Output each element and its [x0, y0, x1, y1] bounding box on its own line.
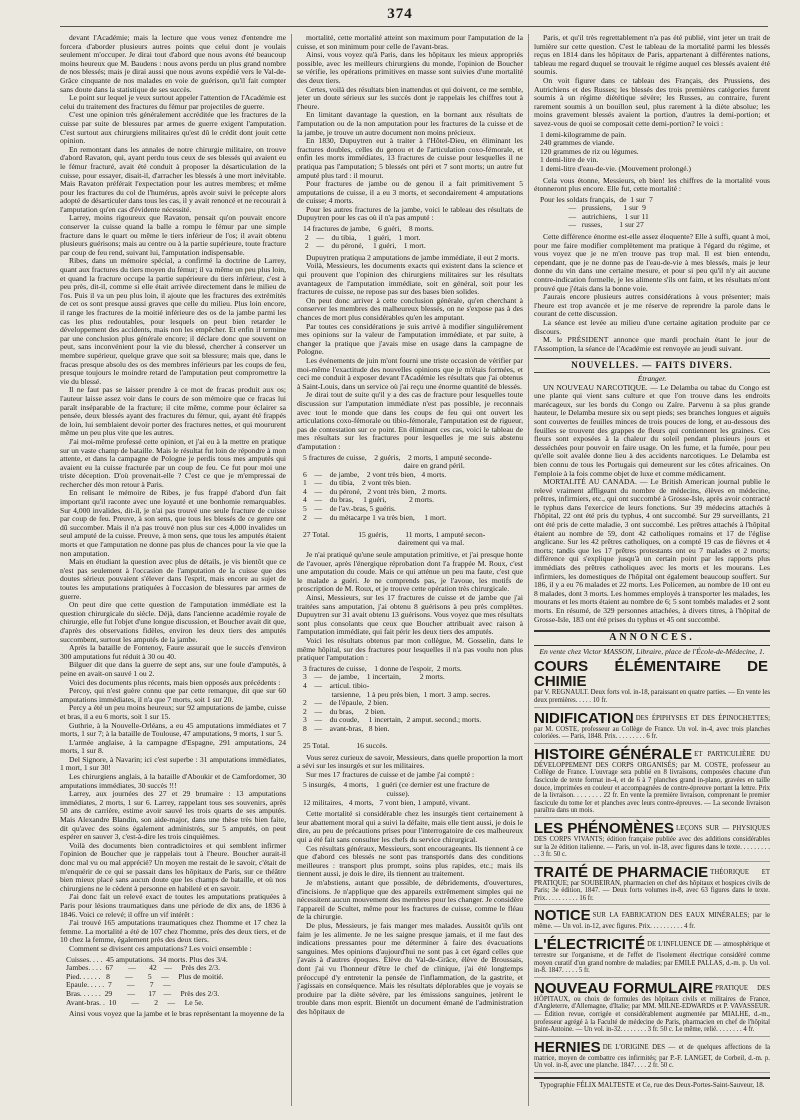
- table-row: Pour les soldats français, de 1 sur 7: [540, 194, 653, 204]
- column-3-body: [534, 34, 770, 129]
- paragraph: On peut donc arriver à cette conclusion générale, qu'en cherchant à conserver les membres des malheureux blessés, on ne s'expose pas à des chances de mort plus considérables qu'en les amputant.: [297, 295, 523, 322]
- column-3-body: [534, 233, 770, 353]
- paragraph: Pour fractures de jambe ou de genou il a fait primitivement 5 amputations de cuisse, il a eu 3 morts, et secondairement 4 amputations de cuisse; 4 morts.: [297, 179, 523, 206]
- column-1: [60, 34, 286, 1106]
- list-item: 1 demi-litre d'eau-de-vie. (Mouvement prolongé.): [540, 163, 692, 173]
- paragraph: Sur mes 17 fractures de cuisse et de jambe j'ai compté :: [306, 769, 475, 779]
- paragraph: Ces résultats généraux, Messieurs, sont encourageants. Ils tiennent à ce que d'abord ces blessés ne sont pas transportés dans des conditions meilleures : transport plus prompt, soins plus rapides, etc.; mais ils tiennent aussi, je dois le dire, ils tiennent au traitement.: [297, 843, 523, 879]
- advertisement-text: LEÇONS SUR — PHYSIQUES DES CORPS VIVANTS; édition française publiée avec des additions considérables sur la 2e édition italienne. — Paris, un vol. in-18, avec figures dans le texte. . . . . . . . . . . 3 fr. 50 c.: [534, 824, 770, 859]
- insurgents-military-table: [303, 781, 523, 807]
- advertisements: [534, 659, 770, 1073]
- advertisement: [534, 821, 770, 862]
- section-title: NOUVELLES. — FAITS DIVERS.: [534, 358, 770, 373]
- advertisement: [534, 711, 770, 744]
- column-divider: [528, 34, 529, 1106]
- paragraph: Percoy, qui n'est guère connu que par cette remarque, dit que sur 60 amputations immédiates, il n'a que 7 morts, soit 1 sur 20.: [60, 686, 286, 704]
- table-row: 5 fractures de cuisse, 2 guéris, 2 morts, 1 amputé seconde-: [303, 452, 492, 462]
- advertisement: [534, 908, 770, 934]
- advertisement: [534, 747, 770, 818]
- news-items: [534, 384, 770, 625]
- advertisement-title: NOTICE: [534, 907, 591, 925]
- paragraph: Mais en étudiant la question avec plus de détails, je vis bientôt que ce n'est pas seulement à l'occasion de l'amputation de la cuisse que des doutes sérieux pouvaient s'élever dans l'esprit, mais encore au sujet de toutes les amputations pratiquées à l'occasion de blessures par armes de guerre.: [60, 557, 286, 601]
- column-2-body: [297, 34, 523, 223]
- paragraph: Dupuytren pratiqua 2 amputations de jambe immédiate, il eut 2 morts.: [306, 252, 520, 262]
- top-rule: [60, 26, 768, 27]
- paragraph: Voilà, Messieurs, les documents exacts qui existent dans la science et qui prouvent que l'opinion des chirurgiens militaires sur les résultats avantageux de l'amputation immédiate, soit en général, soit pour les fractures de cuisse, ne repose pas sur des bases bien solides.: [297, 261, 523, 297]
- paragraph: Comment se divisent ces amputations? Les voici ensemble :: [69, 943, 252, 953]
- table-row: — prussiens, 1 sur 9: [540, 203, 646, 213]
- advertisement-title: L'ÉLECTRICITÉ: [534, 936, 646, 954]
- paragraph: mortalité, cette mortalité atteint son maximum pour l'amputation de la cuisse, et son minimum pour celle de l'avant-bras.: [297, 34, 523, 51]
- paragraph: En relisant le mémoire de Ribes, je fus frappé d'abord d'un fait important qu'il raconte avec une loyauté et une bonhomie remarquables. Sur 4,000 invalides, dit-il, je n'ai pas trouvé une seule fracture de cuisse par coup de feu. Preuve, à son sens, que tous les blessés de ce genre ont dû succomber. Mais il n'a pas trouvé non plus sur ces 4,000 invalides un seul amputé de la cuisse. Preuve, à mon sens, que tous les amputés étaient morts et que l'amputation ne donne pas plus de chances pour la vie que la non amputation.: [60, 488, 286, 558]
- advertisement-title: HERNIES: [534, 1038, 601, 1056]
- advertisement-text: SUR LA FABRICATION DES EAUX MINÉRALES; par le même. — Un vol. in-12, avec figures. Prix. . . . . . . . . . 4 fr.: [534, 912, 770, 931]
- paragraph: De plus, Messieurs, je fais manger mes malades. Aussitôt qu'ils ont faim je les alimente. Je ne les saigne presque jamais, et il me faut des indications pressantes pour me déterminer à faire des évacuations sanguines. Mes opinions d'aujourd'hui ne sont pas à cet égard celles que j'avais à d'autres époques. Élève du Val-de-Grâce, élève de Broussais, dont j'ai vu l'honneur d'être le chef de clinique, j'ai été longtemps préoccupé d'y entretenir la pensée de l'inflammation, de la gastrite, et j'agissais en conséquence. Mais les résultats déplorables que je voyais se produire par la diète sévère, par les émissions sanguines, jetèrent le trouble dans mon esprit. Bientôt un document émané de l'administration des hôpitaux de: [297, 920, 523, 1016]
- news-item: MORTALITÉ AU CANADA. — Le British American journal publie le relevé vraiment affligeant du nombre de médecins, élèves en médecine, prêtres, infirmiers, etc., qui ont succombé à Grosse-Isle, après avoir contracté le typhus dans l'exercice de leurs fonctions. Sur 39 médecins attachés à l'hôpital, 22 ont été pris du typhus, 4 ont succombé. Sur 29 surveillants, 21 ont été pris de cette maladie, 3 ont succombé. Les prêtres attachés à l'hôpital étaient au nombre de 59, dont 42 catholiques romains et 17 de l'église anglicane. Sur les 42 prêtres catholiques, on a compté 19 cas de fièvres et 4 morts; tandis que les 17 prêtres protestants ont eu 7 malades et 2 morts; différence qui s'explique jusqu'à un certain point par les rapports plus immédiats des prêtres catholiques avec les morts et les mourans. Les infirmiers, les domestiques de l'hôpital ont également beaucoup souffert. Sur 186, il y a eu 76 malades et 22 morts. Les Policemen, au nombre de 10 ont eu 8 malades, dont 3 morts. Les hommes employés à transporter les malades, les mourans et les morts étaient au nombre de 6; 5 sont tombés malades et 2 sont morts. En résumé, de 329 personnes attachées, à divers titres, à l'hôpital de Grosse-Isle, 183 ont été prises du typhus et 45 ont succombé.: [534, 477, 770, 624]
- paragraph: C'est une opinion très généralement accréditée que les fractures de la cuisse par suite de blessures par armes de guerre exigent l'amputation. C'est surtout aux chirurgiens militaires qu'est dû le crédit dont jouit cette opinion.: [60, 110, 286, 146]
- table-row: 27 Total. 15 guéris, 11 morts, 1 amputé secon-: [303, 529, 486, 539]
- column-2: [297, 34, 523, 1106]
- paragraph: En limitant davantage la question, en la bornant aux résultats de l'amputation ou de la non amputation pour les fractures de la cuisse et de la jambe, je trouve un autre document non moins précieux.: [297, 110, 523, 137]
- paragraph: M. le PRÉSIDENT annonce que mardi prochain étant le jour de l'Assomption, la séance de l'Académie est renvoyée au jeudi suivant.: [534, 335, 770, 353]
- table-row: 8 — avant-bras, 8 bien.: [303, 723, 390, 733]
- paragraph: Par toutes ces considérations je suis arrivé à modifier singulièrement mes opinions sur la valeur de l'amputation immédiate, et par suite, à changer la pratique que j'avais mise en usage dans la campagne de Pologne.: [297, 321, 523, 357]
- paragraph: Certes, voilà des résultats bien inattendus et qui doivent, ce me semble, jeter un doute sérieux sur les succès dont je rappelais les chiffres tout à l'heure.: [297, 84, 523, 111]
- advertisement-text: THÉORIQUE ET PRATIQUE; par SOUBEIRAN, pharmacien en chef des hôpitaux et hospices civils de Paris; 3e édition, 1847. — Deux forts volumes in-8, avec 63 figures dans le texte. Prix. . . . . . . . . . 16 fr.: [534, 868, 770, 902]
- news-item: UN NOUVEAU NARCOTIQUE. — Le Delamba ou tabac du Congo est une plante qui vient sans culture et que l'on trouve dans les endroits marécageux, sur les bords du Congo ou Zaïre. Parvenu à sa plus grande hauteur, le Delamba mesure six ou sept pieds; ses branches longues et aiguës sont couvertes de feuilles minces de trois pouces de long, et au-dessous des feuilles se trouvent des grappes de fleurs qui contiennent les graines. Ces fleurs sont exposées à la chaleur du soleil pendant plusieurs jours et desséchées pour pouvoir en faire usage. On les fume, et la fumée, pour peu qu'elle soit avalée donne lieu à des accidents narcotiques. Le Delamba est bien connu de tous les Portugais qui demeurent sur les côtes africaines. On l'emploie à la fois comme objet de luxe et comme médicament.: [534, 382, 770, 478]
- demi-portion-list: [540, 131, 770, 174]
- paragraph: Ainsi, Messieurs, sur les 17 fractures de cuisse et de jambe que j'ai traitées sans amputation, j'ai obtenu 8 guérisons à peu près complètes. Dupuytren sur 31 avait obtenu 13 guérisons. Vous voyez que mes résultats sont plus consolants que ceux que Boucher attribuait avec raison à l'amputation immédiate, qui fait périr les deux tiers des amputés.: [297, 593, 523, 637]
- table-row: cuisse).: [303, 789, 410, 799]
- mortality-table: [540, 196, 770, 230]
- paragraph: Après la bataille de Fontenoy, Faure assurait que le succès d'environ 300 amputations fut réduit à 30 ou 40.: [60, 643, 286, 661]
- table-row: 2 — du péroné, 1 guéri, 1 mort.: [303, 241, 426, 251]
- column-2-body: [297, 254, 523, 452]
- list-item: 120 grammes de riz ou légumes.: [540, 146, 639, 156]
- paragraph: Larrey, moins rigoureux que Ravaton, pensait qu'on pouvait encore conserver la cuisse quand la balle a rompu le fémur par une simple fracture dans le quart ou même le tiers inférieur de l'os; il avait obtenu plusieurs guérisons; mais au centre ou à la partie supérieure, toute fracture par coup de feu rend, suivant lui, l'amputation indispensable.: [60, 213, 286, 257]
- paragraph: Les événements de juin m'ont fourni une triste occasion de vérifier par moi-même l'exactitude des nouvelles opinions que je m'étais formées, et ceci me conduit à exposer devant l'Académie les résultats que j'ai obtenus à Saint-Louis, dans un service où j'ai reçu une énorme quantité de blessés.: [297, 355, 523, 391]
- column-2-body: [297, 810, 523, 1016]
- paragraph: L'armée anglaise, à la campagne d'Espagne, 291 amputations, 24 morts, 1 sur 8.: [60, 737, 286, 756]
- table-row: dairement qui va mal.: [303, 538, 465, 548]
- advertisement-title: HISTOIRE GÉNÉRALE: [534, 745, 693, 763]
- table-row: 12 militaires, 4 morts, 7 vont bien, 1 amputé, vivant.: [303, 797, 471, 807]
- column-1-closing: Ainsi vous voyez que la jambe et le bras représentant la moyenne de la: [69, 1009, 285, 1019]
- advertisement-title: NOUVEAU FORMULAIRE: [534, 979, 714, 997]
- table-row: 2 — du métacarpe 1 va très bien, 1 mort.: [303, 512, 447, 522]
- annonces-title: ANNONCES.: [534, 630, 770, 646]
- advertisement-text: DES ÉPIPHYSES ET DES ÉPINOCHETTES; par M. COSTE, professeur au Collège de France. Un vol. in-4, avec trois planches coloriées. — Paris, 1848. Prix. . . . . . . . . 6 fr.: [534, 714, 770, 741]
- paragraph: Del Signore, à Navarin; ici c'est superbe : 31 amputations immédiates, 1 mort, 1 sur 30!: [60, 754, 286, 773]
- list-item: 1 demi-litre de vin.: [540, 155, 599, 165]
- table-row: Bras. . . . . . 29 — 17 — Près des 2/3.: [66, 988, 220, 998]
- column-divider: [291, 34, 292, 1106]
- table-row: — autrichiens, 1 sur 11: [540, 211, 649, 221]
- paragraph: J'ai donc fait un relevé exact de toutes les amputations pratiquées à Paris pour lésions traumatiques dans une période de dix ans, de 1836 à 1846. Voici ce relevé; il offre un vif intérêt :: [60, 892, 286, 919]
- paragraph: Percy a été un peu moins heureux; sur 92 amputations de jambe, cuisse et bras, il a eu 6 morts, soit 1 sur 15.: [60, 703, 286, 721]
- paragraph: Voici les résultats obtenus par mon collègue, M. Gosselin, dans le même hôpital, sur des fractures pour lesquelles il n'a pas voulu non plus pratiquer l'amputation :: [297, 635, 523, 663]
- table-row: 2 — du tibia, 1 guéri, 1 mort.: [303, 232, 421, 242]
- paragraph: Bilguer dit que dans la guerre de sept ans, sur une foule d'amputés, à peine en avait-on sauvé 1 ou 2.: [60, 660, 286, 678]
- advertisement-title: TRAITÉ DE PHARMACIE: [534, 863, 709, 881]
- table-row: Avant-bras. . 10 — 2 — Le 5e.: [66, 997, 204, 1007]
- advertisement-text: ET PARTICULIÈRE DU DÉVELOPPEMENT DES CORPS ORGANISÉS; par M. COSTE, professeur au Collège de France. L'ouvrage sera publié en 8 livraisons, composées chacune d'un fascicule de texte format in-4, et de 6 à 7 planches grand in-plano, gravées en taille douce, imprimées en couleur et accompagnées de contre-épreuve portant la lettre. Prix de la livraison. . . . . . . . 22 fr. En vente la première livraison, comprenant le premier fascicule du tome Ier et planches avec leurs contre-épreuves. — La seconde livraison paraîtra dans un mois.: [534, 750, 770, 815]
- table-row: — russes, 1 sur 27: [540, 220, 644, 230]
- advertisement-title: COURS ÉLÉMENTAIRE DE CHIMIE: [534, 658, 768, 691]
- advertisement-title: NIDIFICATION: [534, 709, 634, 727]
- paragraph: Voici des documents plus récents, mais bien opposés aux précédents :: [69, 677, 281, 687]
- section-subtitle: Étranger.: [637, 373, 667, 383]
- column-3-paragraph: Cela vous étonne, Messieurs, eh bien! les chiffres de la mortalité vous étonneront plus encore. Elle fut, cette mortalité :: [534, 175, 770, 194]
- advertisement-text: DE L'ORIGINE DES — et de quelques affections de la matrice, moyen de combattre ces infirmités; par P.-F. LANGET, de Corbeil, d.-m. p. Un vol. in-8, avec une planche. 1847. . . . 2 fr. 50 c.: [534, 1043, 770, 1070]
- table-row: 2 — du bras, 2 bien.: [303, 706, 386, 716]
- paragraph: Cette différence énorme est-elle assez éloquente? Elle à suffi, quant à moi, pour me faire modifier complètement ma pratique à l'égard du régime, et vous voyez que je ne m'en trouve pas trop mal. Il est bien entendu, cependant, que je ne donne pas de l'eau-de-vie à mes blessés, mais je leur donne du vin dans une certaine mesure, et pour si peu qu'il n'y ait aucune contre-indication formelle, je les alimente s'ils ont faim, et les résultats m'ont prouvé que j'étais dans la bonne voie.: [534, 232, 770, 293]
- advertisement: [534, 865, 770, 906]
- table-row: Epaule. . . . . 7 — 7 —: [66, 980, 171, 990]
- table-row: Jambes. . . . 67 — 42 — Près des 2/3.: [66, 963, 220, 973]
- paragraph: Paris, et qu'il très regrettablement n'a pas été publié, vint jeter un trait de lumière sur cette question. C'est le tableau de la mortalité parmi les blessés reçus en 1814 dans les hôpitaux de Paris, appartenant à différentes nations, tableau me regard duquel se trouvait le régime auquel ces blessés avaient été soumis.: [534, 34, 770, 77]
- paragraph: La séance est levée au milieu d'une certaine agitation produite par ce discours.: [534, 318, 770, 336]
- paragraph: J'aurais encore plusieurs autres considérations à vous présenter; mais l'heure est trop avancée et je me réserve de reprendre la parole dans le courant de cette discussion.: [534, 292, 770, 319]
- column-3: [534, 34, 770, 1106]
- table-row: 4 — du bras, 1 guéri, 2 morts.: [303, 495, 434, 505]
- table-row: 3 fractures de cuisse, 1 donne de l'espoir, 2 morts.: [303, 663, 462, 673]
- paragraph: Je n'ai pratiqué qu'une seule amputation primitive, et j'ai presque honte de l'avouer, après l'énergique réprobation dont l'a frappée M. Roux, c'est une amputation du coude. Mais ce qui atténue un peu ma faute, c'est que le malade a guéri. Je ne comprends pas, je l'avoue, les motifs de proscription de M. Roux, et je trouve cette opération très chirurgicale.: [297, 550, 523, 594]
- list-item: 240 grammes de viande.: [540, 138, 615, 148]
- list-item: 1 demi-kilogramme de pain.: [540, 129, 627, 139]
- table-row: 1 — du tibia, 2 vont très bien.: [303, 478, 411, 488]
- table-row: 2 — de l'épaule, 2 bien.: [303, 698, 389, 708]
- page-number: 374: [387, 6, 413, 22]
- advertisement: [534, 937, 770, 978]
- paragraph: devant l'Académie; mais la lecture que vous venez d'entendre me forcera d'aborder plusieurs autres points que celui dont je voulais seulement m'occuper. Je dirai tout d'abord que nous avons été beaucoup moins heureux que M. Baudens : nous avons perdu un plus grand nombre de nos blessés; mais je dirai aussi que nous avons expédié vers le Val-de-Grâce cinquante de nos malades en voie de guérison, qu'il fait compter sans doute dans la statistique de ses succès.: [60, 34, 286, 94]
- advertisement: [534, 659, 770, 707]
- paragraph: Pour les autres fractures de la jambe, voici le tableau des résultats de Dupuytren pour les cas où il n'a pas amputé :: [297, 204, 523, 223]
- table-row: 3 — du coude, 1 incertain, 2 amput. second.; morts.: [303, 715, 482, 725]
- advertisement-text: PRATIQUE DES HÔPITAUX, ou choix de formules des hôpitaux civils et militaires de France, d'Angleterre, d'Allemagne, d'Italie; par MM. MILNE-EDWARDS et P. VAVASSEUR. — Édition revue, corrigée et considérablement augmentée par MIALHE, d.-m., professeur agrégé à la Faculté de médecine de Paris, pharmacien en chef de l'hôpital Saint-Antoine. — Un vol. in-32. . . . . . . . 3 fr. 50 c. Le même, relié. . . . . . . . 4 fr.: [534, 984, 770, 1034]
- table-row: 14 fractures de jambe, 6 guéri, 8 morts.: [303, 224, 434, 234]
- column-2-body: [297, 754, 523, 780]
- advertisement-text: par V. REGNAULT. Deux forts vol. in-18, paraissant en quatre parties. — En vente les deux premières. . . . . 10 fr.: [534, 689, 770, 704]
- paragraph: Vous serez curieux de savoir, Messieurs, dans quelle proportion la mort a sévi sur les insurgés et sur les militaires.: [297, 752, 523, 771]
- annonces-intro: En vente chez Victor MASSON, Libraire, place de l'École-de-Médecine, 1.: [539, 646, 765, 656]
- table-row: Pied. . . . . . 8 — 5 — Plus de moitié.: [66, 971, 224, 981]
- paragraph: On voit figurer dans ce tableau des Français, des Prussiens, des Autrichiens et des Russes; les blessés des trois premières catégories furent soumis à un régime diététique sévère; les Russes, au contraire, furent rarement soumis à un bouillon seul, plus rarement à la diète absolue; les moins gravement blessés avaient la portion, d'autres la demi-portion; et savez-vous de quoi se composait cette demi-portion? le voici :: [534, 75, 770, 128]
- table-row: Cuisses. . . . 45 amputations. 34 morts. Plus des 3/4.: [66, 954, 228, 964]
- paragraph: J'ai trouvé 165 amputations traumatiques chez l'homme et 17 chez la femme. La mortalité a été de 107 chez l'homme, près des deux tiers, et de 10 chez la femme, également près des deux tiers.: [60, 918, 286, 945]
- advertisement: [534, 981, 770, 1037]
- paragraph: Guthrie, à la Nouvelle-Orléans, a eu 45 amputations immédiates et 7 morts, 1 sur 7; à la bataille de Toulouse, 47 amputations, 9 morts, 1 sur 5.: [60, 720, 286, 739]
- paragraph: En remontant dans les annales de notre chirurgie militaire, on trouve d'abord Ravaton, qui, ayant perdu tous ceux de ses blessés qui avaient eu le fémur fracturé, avait été conduit à proposer la désarticulation de la cuisse, pour essayer, disait-il, d'arracher les blessés à une mort inévitable. Mais Ravaton préférait l'expectation pour les autres membres; et même pour les fractures du col de l'humérus, après avoir suivi le précepte alors adopté de désarticuler dans tous les cas, il y avait renoncé et ne recourait à l'amputation qu'en cas d'évidente nécessité.: [60, 144, 286, 214]
- table-row: 4 — articul. tibio-: [303, 680, 370, 690]
- advertisement-title: LES PHÉNOMÈNES: [534, 819, 675, 837]
- paragraph: Ainsi, vous voyez qu'à Paris, dans les hôpitaux les mieux appropriés possible, avec les meilleurs chirurgiens du monde, l'opinion de Boucher se vérifie, les opérations primitives en masse sont suivies d'une mortalité des deux tiers.: [297, 50, 523, 85]
- dupuytren-table: [303, 225, 523, 251]
- paragraph: On peut dire que cette question de l'amputation immédiate est la question chirurgicale du siècle. Déjà, dans l'ancienne académie royale de chirurgie, elle fut l'objet d'une longue discussion, et Boucher avait dit que, d'après des observations fidèles, environ les deux tiers des amputés succombent, surtout les amputés de la jambe.: [60, 600, 286, 644]
- gosselin-results-table: [303, 665, 523, 751]
- paragraph: Le point sur lequel je veux surtout appeler l'attention de l'Académie est celui du traitement des fractures du fémur par projectiles de guerre.: [60, 93, 286, 111]
- paragraph: Voilà des documents bien contradictoires et qui semblent infirmer l'opinion de Boucher que je rappelais tout à l'heure. Boucher aurait-il donc mal vu ou mal apprécié? Un moyen me restait de le savoir, c'était de m'enquérir de ce qui se passait dans les hôpitaux de Paris, sur ce théâtre bien mieux placé sans aucun doute que les champs de bataille, et où nos chirurgiens ne le cèdent à personne en habileté et en savoir.: [60, 840, 286, 893]
- paragraph: Il ne faut pas se laisser prendre à ce mot de fracas produit aux os; l'auteur laisse assez voir dans le cours de son mémoire que ce fracas lui paraît inséparable de la fracture; il cite même, comme pour éclairer sa pensée, deux blessés ayant des fractures du fémur, qui, ayant été frappés de loin, lui semblaient devoir porter des fractures nettes, et qui moururent même un peu plus vite que les autres.: [60, 385, 286, 438]
- table-row: 4 — du péroné, 2 vont très bien, 2 morts.: [303, 486, 447, 496]
- table-row: 5 insurgés, 4 morts, 1 guéri (ce dernier est une fracture de: [303, 780, 490, 790]
- advertisement: [534, 1040, 770, 1073]
- saint-louis-results-table: [303, 454, 523, 549]
- paragraph: Ribes, dans un mémoire spécial, a confirmé la doctrine de Larrey, quant aux fractures du tiers moyen du fémur; il va même un peu plus loin, et quand la fracture occupe la partie supérieure du tiers inférieur, c'est à peu près, dit-il, comme si elle était arrivée directement dans le milieu de l'os. Puis il va un peu plus loin, il ajoute que les fractures des extrémités de cet os sont presque aussi graves que celle du milieu. Plus loin encore, il range les fractures de la moitié inférieure des os de la jambe parmi les cas les plus redoutables, pour lesquels on peut bien retarder le développement des accidents, mais non les empêcher. Et enfin il termine par une conclusion plus générale encore; il déclare donc que souvent on peut, sans inconvénient pour la vie du blessé, chercher à conserver un membre supérieur, quelque grave que soit sa blessure; mais que, dans le fracas presque absolu des os des membres inférieurs par les coups de feu, presque toujours le moindre retard de l'amputation peut compromettre la vie du blessé.: [60, 256, 286, 386]
- amputation-table: [66, 956, 286, 1008]
- table-row: 25 Total. 16 succès.: [303, 741, 388, 751]
- paragraph: Cette mortalité si considérable chez les insurgés tient certainement à leur abattement moral qui a suivi la défaite, mais elle tient aussi, je dois le dire, au peu de précautions prises pour l'interrogatoire de ces malheureux qui a été fait sans consulter les chefs du service chirurgical.: [297, 809, 523, 845]
- table-row: 3 — de jambe, 1 incertain, 2 morts.: [303, 672, 445, 682]
- paragraph: Les chirurgiens anglais, à la bataille d'Aboukir et de Camfordomer, 30 amputations immédiates, 30 succès !!!: [60, 772, 286, 790]
- paragraph: Je m'abstiens, autant que possible, de débridements, d'ouvertures, d'incisions. Je n'applique que des appareils extrêmement simples qui ne nécessitent aucun mouvement des membres pour les changer. Je considère l'appareil de Scultet, même pour les fractures de cuisse, comme le fléau de la chirurgie.: [297, 878, 523, 922]
- printer-footer: Typographie FÉLIX MALTESTE et Ce, rue des Deux-Portes-Saint-Sauveur, 18.: [534, 1077, 770, 1090]
- column-2-body: [297, 551, 523, 663]
- paragraph: Larrey, aux journées des 27 et 29 brumaire : 13 amputations immédiates, 2 morts, 1 sur 6. Larrey, rappelant tous ses souvenirs, après 50 ans de carrière, estime avoir sauvé les trois quarts de ses amputés. Mais Alexandre Blandin, son aide-major, dans une thèse très bien faite, dit qu'avec des soins également administrés, sur 5 amputés, on peut espérer en sauver 3, c'est-à-dire les trois cinquièmes.: [60, 789, 286, 842]
- table-row: 6 — de jambe, 2 vont très bien, 4 morts.: [303, 469, 447, 479]
- table-row: daire en grand péril.: [303, 461, 465, 471]
- paragraph: J'ai moi-même professé cette opinion, et j'ai eu à la mettre en pratique sur un vaste champ de bataille. Mais le résultat fut loin de répondre à mon attente, et dans la campagne de Pologne je perdis tous mes amputés qui avaient eu la cuisse fracturée par un coup de feu. Ce fut pour moi une triste déception. D'où provenait-elle ? C'est ce que je m'empressai de rechercher dès mon retour à Paris.: [60, 436, 286, 489]
- paragraph: Je dirai tout de suite qu'il y a des cas de fracture pour lesquelles toute discussion sur l'amputation immédiate n'est pas possible, je reconnais avec tout le monde que dans les coups de feu qui ont ouvert les articulations coxo-fémorale ou tibio-fémorale, l'amputation est de rigueur, pas de contestation sur ce point. En éliminant ces cas, voici le tableau de mes résultats sur les fractures pour lesquelles je me suis abstenu d'amputation :: [297, 390, 523, 451]
- column-1-body: [60, 34, 286, 954]
- table-row: tarsienne, 1 à peu près bien, 1 mort. 3 amp. secres.: [303, 689, 491, 699]
- advertisement-text: DE L'INFLUENCE DE — atmosphérique et terrestre sur l'organisme, et de l'effet de l'isolement électrique considéré comme moyen curatif d'un grand nombre de maladies; par EMILE PALLAS, d.-m. p. Un vol. in-8. 1847. . . . . 5 fr.: [534, 941, 770, 975]
- table-row: 5 — de l'av.-bras, 5 guéris.: [303, 504, 396, 514]
- paragraph: En 1830, Dupuytren eut à traiter à l'Hôtel-Dieu, en éliminant les fractures doubles, celles du genou et de l'articulation coxo-fémorale, et enfin les morts immédiates, 13 fractures de cuisse pour lesquelles il ne pratiqua pas l'amputation; 5 blessés ont péri et 7 sont morts; un autre fut amputé plus tard : il mourut.: [297, 136, 523, 180]
